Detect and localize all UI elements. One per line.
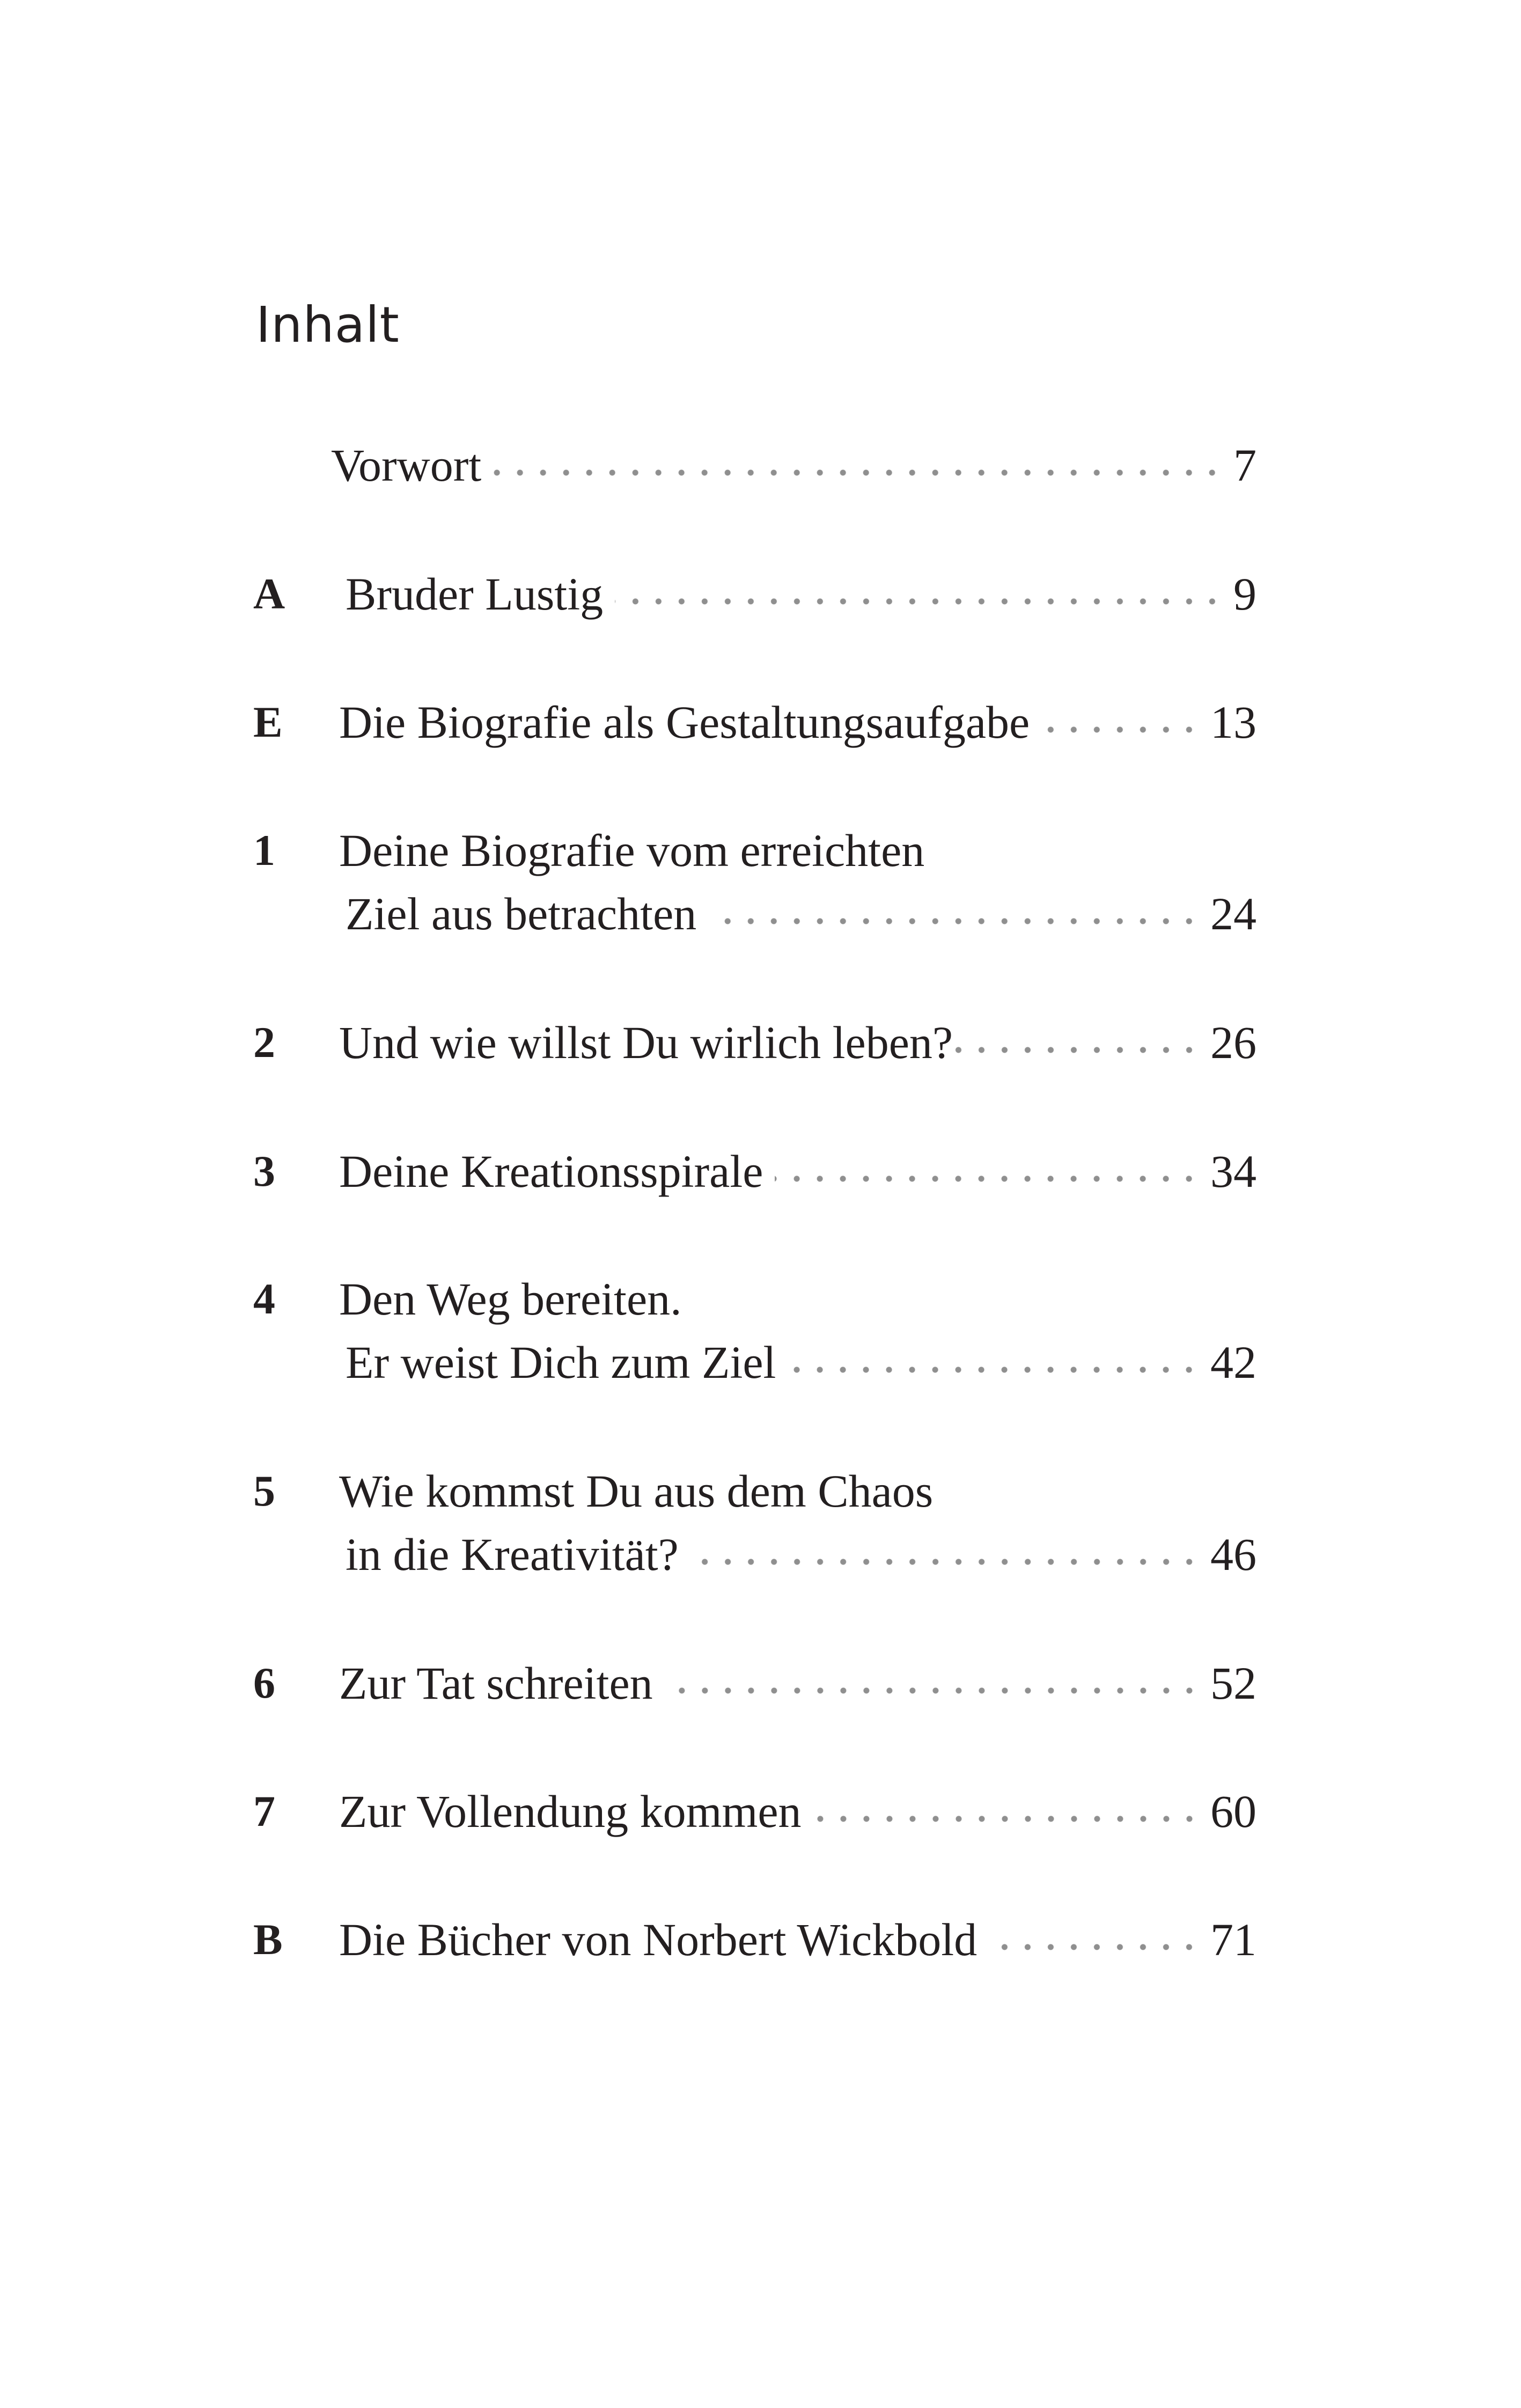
- toc-line: [339, 1267, 1257, 1331]
- toc-page-number: 7: [1233, 439, 1257, 491]
- dot-leader: [775, 1172, 1201, 1186]
- toc-page-number: 42: [1210, 1337, 1257, 1388]
- toc-marker: 4: [253, 1274, 275, 1323]
- toc-page-number: 71: [1210, 1914, 1257, 1965]
- page-title: Inhalt: [256, 296, 400, 354]
- toc-page-number: 46: [1210, 1529, 1257, 1580]
- toc-line: [339, 691, 1257, 754]
- toc-entry-body: [339, 1011, 1257, 1074]
- toc-entry-body: [339, 1459, 1257, 1586]
- toc-entry-body: [339, 1267, 1257, 1394]
- toc-entry-body: [339, 691, 1257, 754]
- toc-marker: 1: [253, 826, 275, 875]
- toc-page-number: 24: [1210, 888, 1257, 939]
- toc-line: [339, 819, 1257, 882]
- toc-line: [339, 1459, 1257, 1523]
- toc-line: [339, 1331, 1257, 1394]
- toc-page-number: 9: [1233, 568, 1257, 620]
- toc-page-number: 52: [1210, 1657, 1257, 1709]
- dot-leader: [989, 1940, 1201, 1954]
- toc-entry-title: Vorwort: [331, 439, 482, 491]
- toc-marker: 6: [253, 1658, 275, 1707]
- dot-leader: [665, 1684, 1201, 1698]
- toc-entry-title-line1: Deine Biografie vom erreichten: [339, 825, 925, 876]
- toc-marker: 5: [253, 1466, 275, 1515]
- toc-entry-title: Zur Tat schreiten: [339, 1657, 653, 1709]
- dot-leader: [955, 1043, 1201, 1057]
- dot-leader: [1041, 723, 1201, 737]
- toc-marker: 3: [253, 1147, 275, 1195]
- toc-line: [339, 1908, 1257, 1971]
- toc-entry-body: [339, 1780, 1257, 1843]
- dot-leader: [690, 1555, 1201, 1569]
- toc-marker: E: [253, 698, 283, 746]
- toc-line: [339, 1011, 1257, 1074]
- dot-leader: [493, 466, 1224, 480]
- toc-entry-body: [339, 1908, 1257, 1971]
- toc-entry-title-line1: Den Weg bereiten.: [339, 1273, 682, 1325]
- toc-entry-body: [346, 562, 1257, 626]
- dot-leader: [615, 594, 1224, 608]
- toc-page-number: 34: [1210, 1146, 1257, 1197]
- toc-marker: A: [253, 569, 285, 618]
- dot-leader: [788, 1363, 1201, 1377]
- toc-marker: 2: [253, 1018, 275, 1067]
- toc-entry-title: Deine Kreationsspirale: [339, 1146, 763, 1197]
- toc-page-number: 26: [1210, 1017, 1257, 1068]
- toc-entry-title-line1: Wie kommst Du aus dem Chaos: [339, 1465, 934, 1517]
- toc-entry-body: [339, 1140, 1257, 1203]
- toc-line: [339, 1523, 1257, 1586]
- dot-leader: [708, 914, 1201, 928]
- toc-line: [339, 1651, 1257, 1715]
- toc-entry-title: Bruder Lustig: [346, 568, 604, 620]
- toc-line: [339, 882, 1257, 945]
- toc-entry-title: Ziel aus betrachten: [346, 888, 697, 939]
- toc-marker: B: [253, 1915, 283, 1964]
- toc-entry-title: Und wie willst Du wirlich leben?: [339, 1017, 953, 1068]
- toc-line: [339, 1780, 1257, 1843]
- dot-leader: [804, 1812, 1201, 1826]
- toc-entry-title: Er weist Dich zum Ziel: [346, 1337, 776, 1388]
- toc-page-number: 60: [1210, 1786, 1257, 1837]
- toc-entry-title: Zur Vollendung kommen: [339, 1786, 802, 1837]
- toc-entry-body: [331, 434, 1257, 497]
- toc-entry-title: Die Bücher von Norbert Wickbold: [339, 1914, 978, 1965]
- toc-page-number: 13: [1210, 696, 1257, 748]
- toc-entry-body: [339, 1651, 1257, 1715]
- toc-entry-body: [339, 819, 1257, 945]
- toc-entry-title: Die Biografie als Gestaltungsaufgabe: [339, 696, 1030, 748]
- toc-line: [331, 434, 1257, 497]
- toc-line: [339, 1140, 1257, 1203]
- toc-line: [346, 562, 1257, 626]
- toc-entry-title: in die Kreativität?: [346, 1529, 679, 1580]
- toc-marker: 7: [253, 1787, 275, 1836]
